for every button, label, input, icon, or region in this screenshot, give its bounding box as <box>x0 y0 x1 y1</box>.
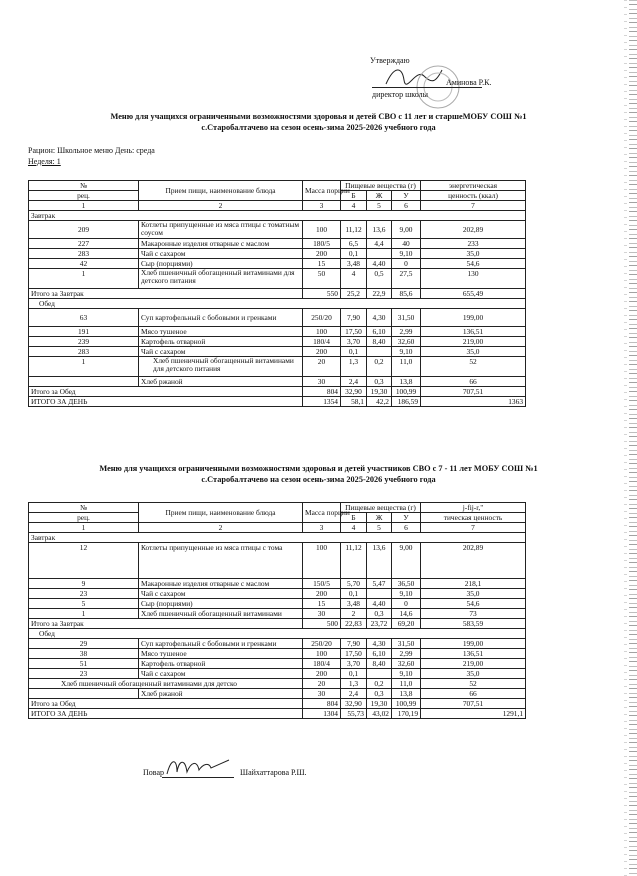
dish-cell: Мясо тушеное <box>139 327 303 337</box>
rec-cell: 283 <box>29 347 139 357</box>
approval-label: Утверждаю <box>370 56 410 65</box>
rec-cell: 5 <box>29 599 139 609</box>
u-cell: 32,60 <box>392 337 421 347</box>
rec-cell: 1 <box>29 269 139 289</box>
total-zh: 19,30 <box>367 387 392 397</box>
total-b: 32,90 <box>341 387 367 397</box>
rec-cell: 1 <box>29 609 139 619</box>
u-cell: 9,10 <box>392 589 421 599</box>
b-cell: 11,12 <box>341 543 367 579</box>
rec-cell: 209 <box>29 221 139 239</box>
kcal-cell: 202,89 <box>421 543 526 579</box>
kcal-cell: 54,6 <box>421 599 526 609</box>
total-zh: 19,30 <box>367 699 392 709</box>
u-cell: 0 <box>392 259 421 269</box>
col-num: 7 <box>421 523 526 533</box>
menu1-table <box>28 180 526 407</box>
u-cell: 31,50 <box>392 309 421 327</box>
b-cell: 3,70 <box>341 337 367 347</box>
u-cell: 0 <box>392 599 421 609</box>
col-num: 4 <box>341 523 367 533</box>
dish-cell: Картофель отварной <box>139 659 303 669</box>
rec-cell: 38 <box>29 649 139 659</box>
total-b: 32,90 <box>341 699 367 709</box>
u-cell: 36,50 <box>392 579 421 589</box>
dish-cell: Сыр (порциями) <box>139 599 303 609</box>
mass-cell: 100 <box>303 649 341 659</box>
menu2-subtitle: с.Старобалтачево на сезон осень-зима 2025-2026 учебного года <box>201 475 436 484</box>
mass-cell: 250/20 <box>303 309 341 327</box>
kcal-cell: 52 <box>421 357 526 377</box>
dish-cell: Суп картофельный с бобовыми и гренками <box>139 309 303 327</box>
dish-cell: Хлеб ржаной <box>139 689 303 699</box>
dish-cell: Чай с сахаром <box>139 249 303 259</box>
rec-cell: 12 <box>29 543 139 579</box>
breakfast-total-label: Итого за Завтрак <box>29 619 303 629</box>
b-cell: 17,50 <box>341 327 367 337</box>
b-cell: 0,1 <box>341 249 367 259</box>
total-kcal: 707,51 <box>421 699 526 709</box>
u-cell: 11,0 <box>392 679 421 689</box>
section-lunch: Обед <box>29 299 526 309</box>
kcal-cell: 66 <box>421 689 526 699</box>
u-cell: 9,00 <box>392 221 421 239</box>
kcal-cell: 35,0 <box>421 669 526 679</box>
u-cell: 14,6 <box>392 609 421 619</box>
b-cell: 11,12 <box>341 221 367 239</box>
kcal-cell: 52 <box>421 679 526 689</box>
zh-cell: 13,6 <box>367 543 392 579</box>
total-u: 186,59 <box>392 397 421 407</box>
dish-cell: Хлеб пшеничный обогащенный витаминами для детского питания <box>139 357 303 377</box>
b-cell: 0,1 <box>341 669 367 679</box>
b-cell: 2 <box>341 609 367 619</box>
kcal-cell: 35,0 <box>421 347 526 357</box>
kcal-cell: 218,1 <box>421 579 526 589</box>
mass-cell: 30 <box>303 609 341 619</box>
zh-cell: 4,40 <box>367 599 392 609</box>
col-num: 5 <box>367 523 392 533</box>
dish-cell: Хлеб ржаной <box>139 377 303 387</box>
b-cell: 0,1 <box>341 589 367 599</box>
mass-cell: 200 <box>303 589 341 599</box>
zh-cell: 6,10 <box>367 649 392 659</box>
col-num: 4 <box>341 201 367 211</box>
total-u: 170,19 <box>392 709 421 719</box>
mass-cell: 15 <box>303 599 341 609</box>
col-mass: Масса порции <box>303 181 341 201</box>
day-total-label: ИТОГО ЗА ДЕНЬ <box>29 709 303 719</box>
b-cell: 5,70 <box>341 579 367 589</box>
lunch-total-label: Итого за Обед <box>29 699 303 709</box>
u-cell: 13,8 <box>392 377 421 387</box>
total-kcal: 655,49 <box>421 289 526 299</box>
total-u: 69,20 <box>392 619 421 629</box>
col-u: У <box>392 191 421 201</box>
director-position: директор школы <box>372 90 428 99</box>
kcal-cell: 130 <box>421 269 526 289</box>
director-name: Аминова Р.К. <box>446 78 492 87</box>
total-kcal: 707,51 <box>421 387 526 397</box>
u-cell: 40 <box>392 239 421 249</box>
u-cell: 2,99 <box>392 327 421 337</box>
b-cell: 3,48 <box>341 599 367 609</box>
total-zh: 23,72 <box>367 619 392 629</box>
col-num: 6 <box>392 523 421 533</box>
section-breakfast: Завтрак <box>29 533 526 543</box>
col-num: 3 <box>303 201 341 211</box>
dish-cell: Чай с сахаром <box>139 347 303 357</box>
b-cell: 4 <box>341 269 367 289</box>
col-num: 1 <box>29 523 139 533</box>
b-cell: 0,1 <box>341 347 367 357</box>
b-cell: 17,50 <box>341 649 367 659</box>
rec-cell: 51 <box>29 659 139 669</box>
kcal-cell: 35,0 <box>421 589 526 599</box>
dish-cell: Хлеб пшеничный обогащенный витаминами <box>139 609 303 619</box>
mass-cell: 30 <box>303 689 341 699</box>
kcal-cell: 54,6 <box>421 259 526 269</box>
rec-cell <box>29 377 139 387</box>
b-cell: 1,3 <box>341 357 367 377</box>
col-num: 5 <box>367 201 392 211</box>
col-energy: j-fij-r," <box>421 503 526 513</box>
kcal-cell: 233 <box>421 239 526 249</box>
zh-cell: 0,2 <box>367 679 392 689</box>
u-cell: 13,8 <box>392 689 421 699</box>
total-kcal: 1291,1 <box>421 709 526 719</box>
zh-cell <box>367 589 392 599</box>
rec-cell <box>29 689 139 699</box>
dish-cell: Котлеты припущенные из мяса птицы с томатным соусом <box>139 221 303 239</box>
dish-cell: Макаронные изделия отварные с маслом <box>139 239 303 249</box>
dish-cell: Хлеб пшеничный обогащенный витаминами для детско <box>29 679 303 689</box>
col-zh: Ж <box>367 513 392 523</box>
mass-cell: 150/5 <box>303 579 341 589</box>
kcal-cell: 202,89 <box>421 221 526 239</box>
mass-cell: 100 <box>303 221 341 239</box>
total-b: 55,73 <box>341 709 367 719</box>
b-cell: 7,90 <box>341 309 367 327</box>
dish-cell: Суп картофельный с бобовыми и гренками <box>139 639 303 649</box>
zh-cell: 13,6 <box>367 221 392 239</box>
col-num: 7 <box>421 201 526 211</box>
mass-cell: 200 <box>303 347 341 357</box>
col-rec: рец. <box>29 191 139 201</box>
b-cell: 7,90 <box>341 639 367 649</box>
total-b: 25,2 <box>341 289 367 299</box>
col-b: Б <box>341 191 367 201</box>
total-u: 85,6 <box>392 289 421 299</box>
zh-cell <box>367 249 392 259</box>
total-b: 58,1 <box>341 397 367 407</box>
kcal-cell: 136,51 <box>421 649 526 659</box>
rec-cell: 23 <box>29 669 139 679</box>
mass-cell: 100 <box>303 543 341 579</box>
dish-cell: Мясо тушеное <box>139 649 303 659</box>
kcal-cell: 73 <box>421 609 526 619</box>
u-cell: 11,0 <box>392 357 421 377</box>
col-num: 2 <box>139 523 303 533</box>
col-num: 3 <box>303 523 341 533</box>
section-breakfast: Завтрак <box>29 211 526 221</box>
kcal-cell: 219,00 <box>421 659 526 669</box>
kcal-cell: 136,51 <box>421 327 526 337</box>
col-energy-2: тическая ценность <box>421 513 526 523</box>
col-num: 2 <box>139 201 303 211</box>
col-num: 6 <box>392 201 421 211</box>
total-mass: 500 <box>303 619 341 629</box>
total-b: 22,83 <box>341 619 367 629</box>
col-energy-2: ценность (ккал) <box>421 191 526 201</box>
total-kcal: 1363 <box>421 397 526 407</box>
col-u: У <box>392 513 421 523</box>
col-no: № <box>29 503 139 513</box>
total-mass: 550 <box>303 289 341 299</box>
week-info: Неделя: 1 <box>28 157 61 166</box>
total-u: 100,99 <box>392 387 421 397</box>
rec-cell: 29 <box>29 639 139 649</box>
breakfast-total-label: Итого за Завтрак <box>29 289 303 299</box>
zh-cell: 0,3 <box>367 689 392 699</box>
rec-cell: 23 <box>29 589 139 599</box>
mass-cell: 180/4 <box>303 659 341 669</box>
u-cell: 2,99 <box>392 649 421 659</box>
zh-cell: 4,30 <box>367 309 392 327</box>
zh-cell: 4,30 <box>367 639 392 649</box>
rec-cell: 9 <box>29 579 139 589</box>
col-nutrients: Пищевые вещества (г) <box>341 181 421 191</box>
mass-cell: 200 <box>303 249 341 259</box>
col-energy: энергетическая <box>421 181 526 191</box>
kcal-cell: 199,00 <box>421 639 526 649</box>
total-mass: 1304 <box>303 709 341 719</box>
menu1-title: Меню для учащихся ограниченными возможностями здоровья и детей СВО с 11 лет и старшеМОБУ СОШ №1 <box>110 112 527 121</box>
col-num: 1 <box>29 201 139 211</box>
zh-cell: 6,10 <box>367 327 392 337</box>
day-total-label: ИТОГО ЗА ДЕНЬ <box>29 397 303 407</box>
rec-cell: 227 <box>29 239 139 249</box>
zh-cell <box>367 347 392 357</box>
zh-cell: 8,40 <box>367 337 392 347</box>
mass-cell: 180/5 <box>303 239 341 249</box>
total-kcal: 583,59 <box>421 619 526 629</box>
signature-line <box>162 777 234 778</box>
total-zh: 42,2 <box>367 397 392 407</box>
cook-name: Шайхаттарова Р.Ш. <box>240 768 307 777</box>
zh-cell: 4,4 <box>367 239 392 249</box>
total-mass: 804 <box>303 699 341 709</box>
cook-signature <box>163 756 233 778</box>
total-zh: 22,9 <box>367 289 392 299</box>
kcal-cell: 219,00 <box>421 337 526 347</box>
mass-cell: 50 <box>303 269 341 289</box>
dish-cell: Сыр (порциями) <box>139 259 303 269</box>
u-cell: 9,10 <box>392 669 421 679</box>
b-cell: 2,4 <box>341 689 367 699</box>
cook-label: Повар <box>143 768 164 777</box>
col-zh: Ж <box>367 191 392 201</box>
mass-cell: 180/4 <box>303 337 341 347</box>
mass-cell: 15 <box>303 259 341 269</box>
zh-cell: 0,5 <box>367 269 392 289</box>
menu1-subtitle: с.Старобалтачево на сезон осень-зима 2025-2026 учебного года <box>201 123 436 132</box>
zh-cell: 4,40 <box>367 259 392 269</box>
total-mass: 1354 <box>303 397 341 407</box>
section-lunch: Обед <box>29 629 526 639</box>
u-cell: 9,10 <box>392 249 421 259</box>
lunch-total-label: Итого за Обед <box>29 387 303 397</box>
kcal-cell: 66 <box>421 377 526 387</box>
menu2-table <box>28 502 526 719</box>
col-meal: Прием пищи, наименование блюда <box>139 503 303 523</box>
mass-cell: 20 <box>303 679 341 689</box>
zh-cell: 0,3 <box>367 377 392 387</box>
rec-cell: 239 <box>29 337 139 347</box>
dish-cell: Котлеты припущенные из мяса птицы с тома <box>139 543 303 579</box>
mass-cell: 100 <box>303 327 341 337</box>
b-cell: 3,70 <box>341 659 367 669</box>
mass-cell: 250/20 <box>303 639 341 649</box>
u-cell: 27,5 <box>392 269 421 289</box>
rec-cell: 191 <box>29 327 139 337</box>
zh-cell: 8,40 <box>367 659 392 669</box>
zh-cell: 0,2 <box>367 357 392 377</box>
total-zh: 43,02 <box>367 709 392 719</box>
u-cell: 31,50 <box>392 639 421 649</box>
u-cell: 9,00 <box>392 543 421 579</box>
dish-cell: Хлеб пшеничный обогащенный витаминами для детского питания <box>139 269 303 289</box>
ration-info: Рацион: Школьное меню День: среда <box>28 146 155 155</box>
zh-cell: 0,3 <box>367 609 392 619</box>
col-rec: рец. <box>29 513 139 523</box>
col-mass: Масса порции <box>303 503 341 523</box>
rec-cell: 63 <box>29 309 139 327</box>
rec-cell: 283 <box>29 249 139 259</box>
mass-cell: 20 <box>303 357 341 377</box>
u-cell: 32,60 <box>392 659 421 669</box>
b-cell: 2,4 <box>341 377 367 387</box>
kcal-cell: 199,00 <box>421 309 526 327</box>
total-u: 100,99 <box>392 699 421 709</box>
total-mass: 804 <box>303 387 341 397</box>
b-cell: 1,3 <box>341 679 367 689</box>
b-cell: 3,48 <box>341 259 367 269</box>
u-cell: 9,10 <box>392 347 421 357</box>
dish-cell: Макаронные изделия отварные с маслом <box>139 579 303 589</box>
dish-cell: Чай с сахаром <box>139 669 303 679</box>
col-nutrients: Пищевые вещества (г) <box>341 503 421 513</box>
menu2-title: Меню для учащихся ограниченными возможностями здоровья и детей участников СВО с 7 - 11 лет МОБУ СОШ №1 <box>99 464 538 473</box>
mass-cell: 200 <box>303 669 341 679</box>
b-cell: 6,5 <box>341 239 367 249</box>
dish-cell: Картофель отварной <box>139 337 303 347</box>
signature-line <box>372 87 482 88</box>
col-no: № <box>29 181 139 191</box>
col-meal: Прием пищи, наименование блюда <box>139 181 303 201</box>
zh-cell <box>367 669 392 679</box>
col-b: Б <box>341 513 367 523</box>
dish-cell: Чай с сахаром <box>139 589 303 599</box>
zh-cell: 5,47 <box>367 579 392 589</box>
mass-cell: 30 <box>303 377 341 387</box>
kcal-cell: 35,0 <box>421 249 526 259</box>
rec-cell: 42 <box>29 259 139 269</box>
rec-cell: 1 <box>29 357 139 377</box>
